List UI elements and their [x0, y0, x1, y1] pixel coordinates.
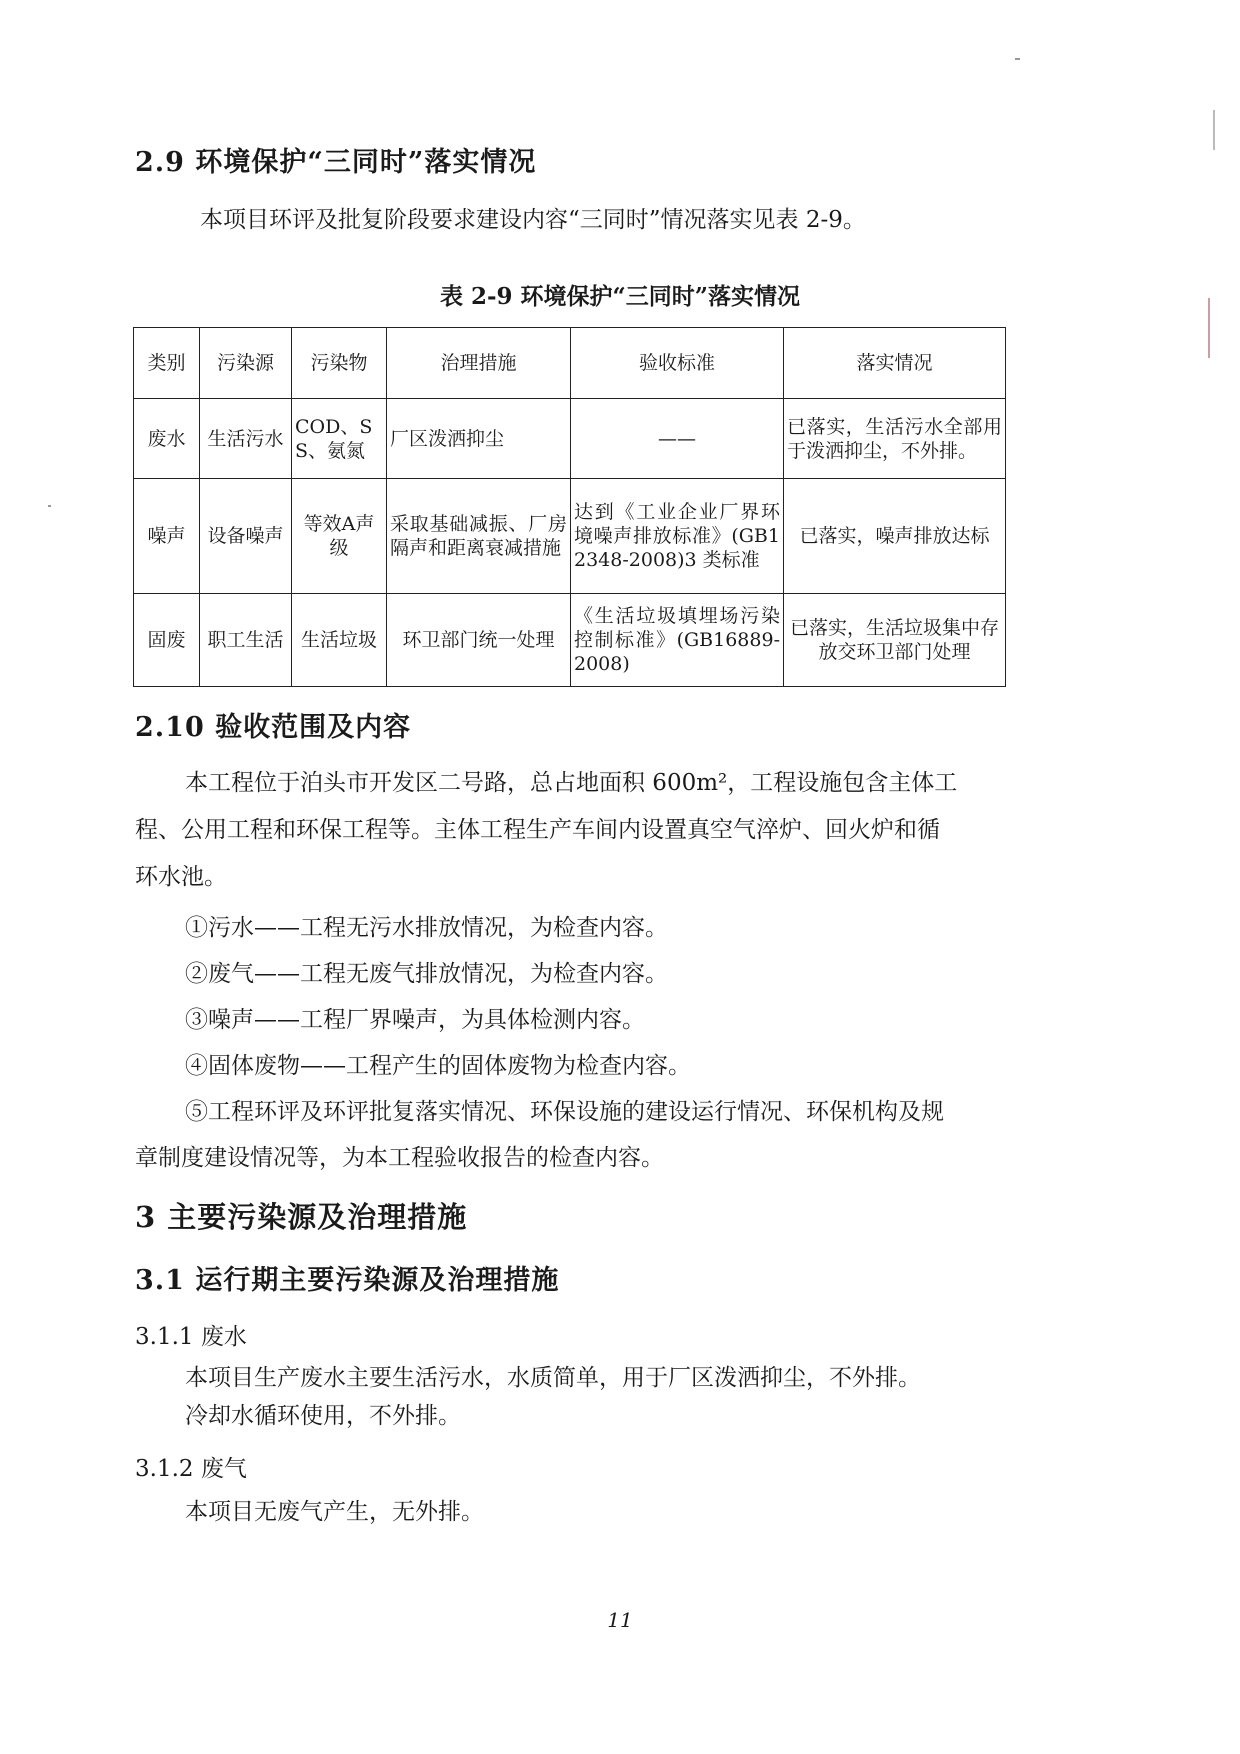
table-row [134, 479, 1006, 594]
header-category: 类别 [134, 328, 200, 399]
cell-source: 生活污水 [200, 399, 292, 479]
cell-source: 设备噪声 [200, 479, 292, 594]
cell-measure: 采取基础减振、厂房隔声和距离衰减措施 [387, 479, 571, 594]
section-3-1-2-heading: 3.1.2 废气 [135, 1456, 247, 1482]
scan-edge-mark [1208, 298, 1210, 358]
scope-item-5-line-1: ⑤工程环评及环评批复落实情况、环保设施的建设运行情况、环保机构及规 [185, 1099, 944, 1125]
table-row [134, 399, 1006, 479]
three-simultaneous-table [133, 327, 1006, 687]
table-caption: 表 2-9 环境保护“三同时”落实情况 [439, 283, 801, 310]
cell-status: 已落实，生活垃圾集中存放交环卫部门处理 [784, 594, 1006, 687]
scan-edge-mark [1213, 110, 1215, 150]
section-2-10-heading: 2.10 验收范围及内容 [135, 712, 412, 743]
section-3-1-1-line-1: 本项目生产废水主要生活污水，水质简单，用于厂区泼洒抑尘，不外排。 [185, 1365, 921, 1391]
scope-item-5-line-2: 章制度建设情况等，为本工程验收报告的检查内容。 [135, 1145, 664, 1171]
cell-measure: 环卫部门统一处理 [387, 594, 571, 687]
scan-speck [1015, 58, 1020, 60]
table-row [134, 594, 1006, 687]
section-3-1-2-text: 本项目无废气产生，无外排。 [185, 1499, 484, 1525]
section-2-9-intro: 本项目环评及批复阶段要求建设内容“三同时”情况落实见表 2-9。 [200, 207, 866, 233]
cell-category: 噪声 [134, 479, 200, 594]
section-2-10-para-line-1: 本工程位于泊头市开发区二号路，总占地面积 600m²，工程设施包含主体工 [185, 770, 958, 796]
header-treatment-measure: 治理措施 [387, 328, 571, 399]
header-implementation-status: 落实情况 [784, 328, 1006, 399]
header-pollution-source: 污染源 [200, 328, 292, 399]
cell-source: 职工生活 [200, 594, 292, 687]
section-2-10-para-line-3: 环水池。 [135, 864, 227, 890]
section-3-1-1-line-2: 冷却水循环使用，不外排。 [185, 1403, 461, 1429]
scope-item-wastewater: ①污水——工程无污水排放情况，为检查内容。 [185, 915, 668, 941]
cell-measure: 厂区泼洒抑尘 [387, 399, 571, 479]
section-2-10-para-line-2: 程、公用工程和环保工程等。主体工程生产车间内设置真空气淬炉、回火炉和循 [135, 817, 940, 843]
cell-category: 废水 [134, 399, 200, 479]
section-3-heading: 3 主要污染源及治理措施 [135, 1200, 468, 1234]
scope-item-solid-waste: ④固体废物——工程产生的固体废物为检查内容。 [185, 1053, 691, 1079]
scope-item-waste-gas: ②废气——工程无废气排放情况，为检查内容。 [185, 961, 668, 987]
section-2-9-heading: 2.9 环境保护“三同时”落实情况 [135, 147, 537, 178]
table-header-row [134, 328, 1006, 399]
cell-pollutant: 生活垃圾 [292, 594, 387, 687]
cell-status: 已落实，噪声排放达标 [784, 479, 1006, 594]
scope-item-noise: ③噪声——工程厂界噪声，为具体检测内容。 [185, 1007, 645, 1033]
cell-standard: —— [571, 399, 784, 479]
section-3-1-heading: 3.1 运行期主要污染源及治理措施 [135, 1265, 560, 1296]
page-number: 11 [607, 1608, 633, 1632]
header-pollutant: 污染物 [292, 328, 387, 399]
scan-speck [48, 505, 51, 507]
section-3-1-1-heading: 3.1.1 废水 [135, 1324, 247, 1350]
cell-pollutant: COD、SS、氨氮 [292, 399, 387, 479]
cell-status: 已落实，生活污水全部用于泼洒抑尘，不外排。 [784, 399, 1006, 479]
cell-standard: 《生活垃圾填埋场污染控制标准》(GB16889-2008) [571, 594, 784, 687]
cell-pollutant: 等效A声级 [292, 479, 387, 594]
cell-category: 固废 [134, 594, 200, 687]
cell-standard: 达到《工业企业厂界环境噪声排放标准》(GB12348-2008)3 类标准 [571, 479, 784, 594]
header-acceptance-standard: 验收标准 [571, 328, 784, 399]
